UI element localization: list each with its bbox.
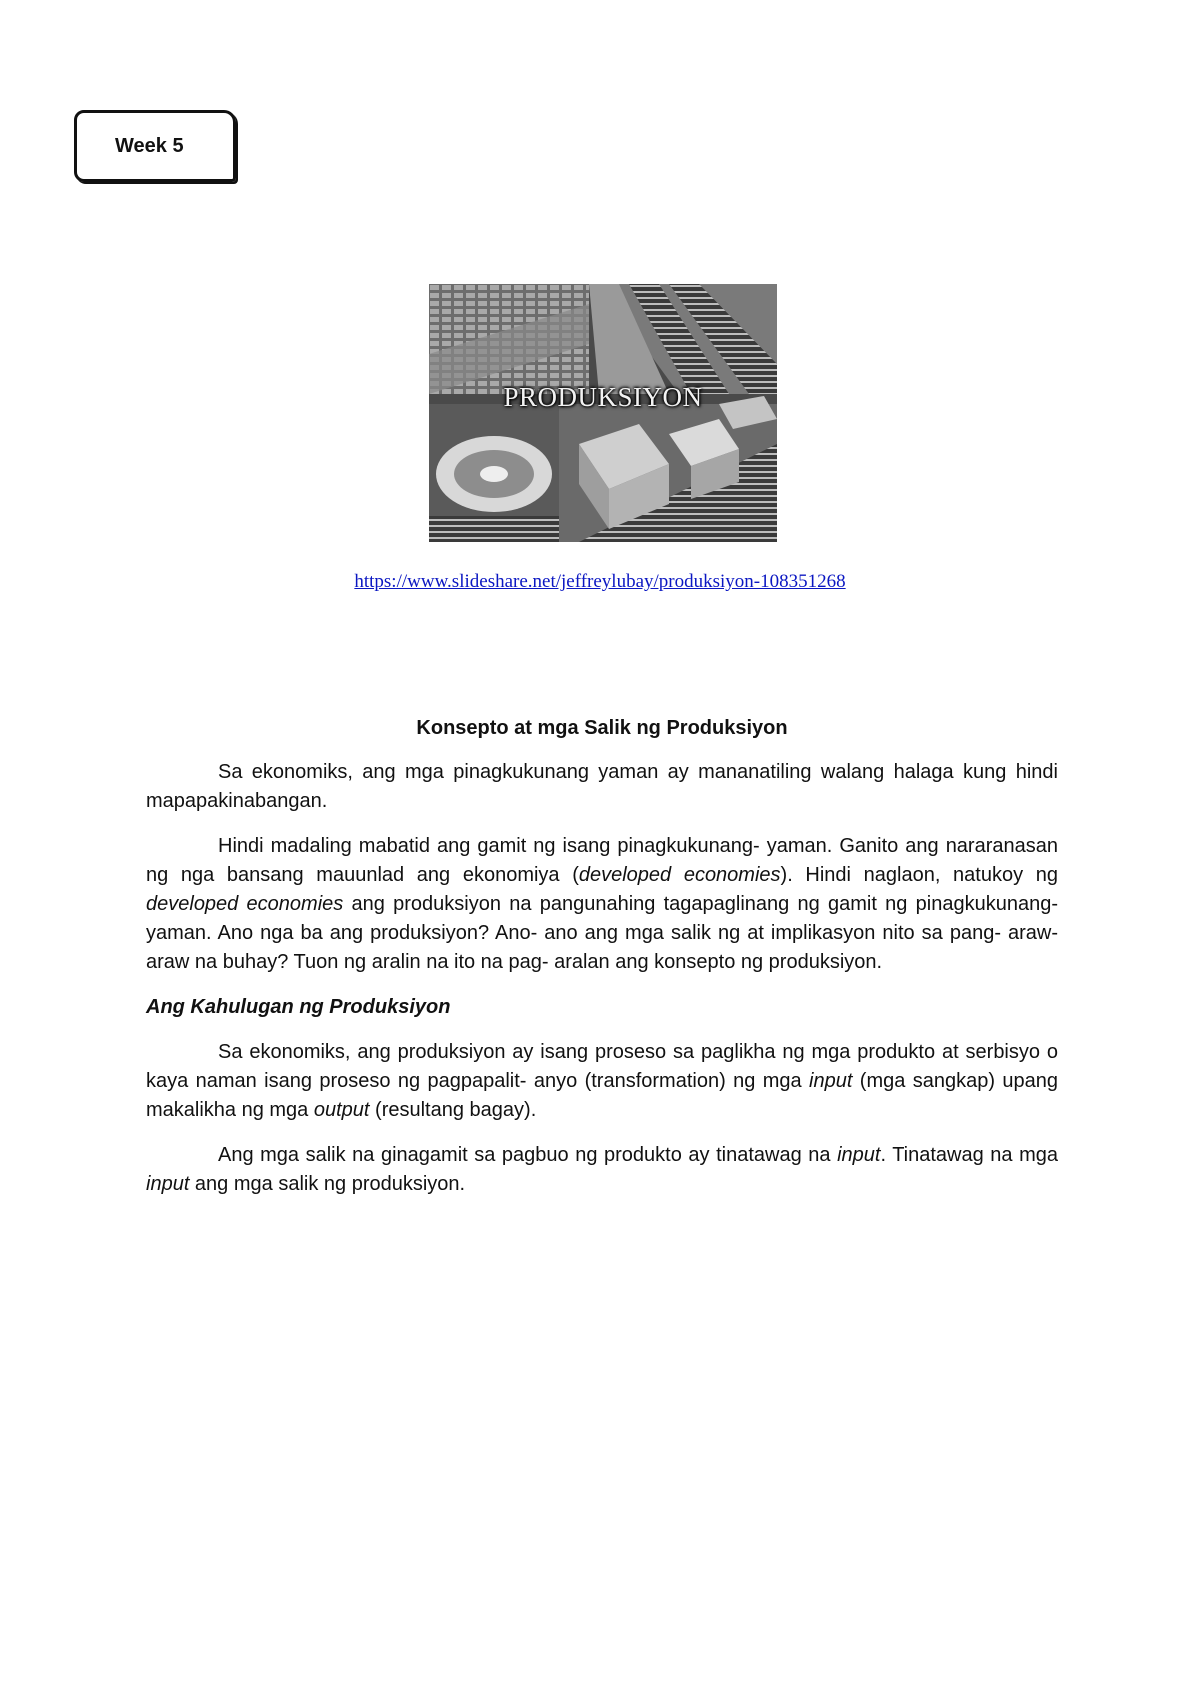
- week-label: Week 5: [115, 135, 184, 157]
- paragraph-3-text: mga sangkap: [866, 1070, 989, 1092]
- paragraph-2-emphasis: developed economies: [578, 864, 781, 886]
- paragraph-4: [146, 1141, 1058, 1199]
- paragraph-3-text: ).: [524, 1099, 537, 1121]
- document-title: Konsepto at mga Salik ng Produksiyon: [416, 717, 788, 739]
- paragraph-4-text: ang mga salik ng produksiyon.: [189, 1173, 466, 1195]
- document-body: [146, 714, 1058, 1215]
- paragraph-4-text: Ang mga salik na ginagamit sa pagbuo ng produkto ay tinatawag na: [218, 1144, 838, 1166]
- paragraph-2: [146, 832, 1058, 977]
- paragraph-1: Sa ekonomiks, ang mga pinagkukunang yaman ay mananatiling walang halaga kung hindi mapapakinabangan.: [146, 761, 1058, 812]
- paragraph-3-emphasis: input: [809, 1070, 853, 1092]
- source-link-line: [0, 571, 1200, 593]
- paragraph-3-text: ) upang makalikha ng mga: [146, 1070, 1058, 1121]
- paragraph-2-text: ). Hindi naglaon, natukoy ng: [780, 864, 1058, 886]
- paragraph-3-text: (: [369, 1099, 382, 1121]
- paragraph-3-text: (: [852, 1070, 867, 1092]
- produksiyon-image: [429, 284, 777, 542]
- paragraph-4-emphasis: input: [146, 1173, 190, 1195]
- paragraph-2-text: Hindi madaling mabatid ang gamit ng isang pinagkukunang- yaman. Ganito ang nararanasan ng nga bansang mauunlad ang ekonomiya (: [146, 835, 1058, 886]
- paragraph-3-text: resultang bagay: [381, 1099, 525, 1121]
- paragraph-3-text: Sa ekonomiks, ang produksiyon ay isang proseso sa paglikha ng mga produkto at serbisyo o kaya naman isang proseso ng pagpapalit- anyo (transformation) ng mga: [146, 1041, 1058, 1092]
- paragraph-4-text: . Tinatawag na mga: [880, 1144, 1058, 1166]
- paragraph-2-text: ang produksiyon na pangunahing tagapaglinang ng gamit ng pinagkukunang- yaman. Ano nga ba ang produksiyon? Ano- ano ang mga salik ng at implikasyon nito sa pang- araw- araw na buhay? Tuon ng aralin na ito na pag- aralan ang konsepto ng produksiyon.: [146, 893, 1059, 973]
- week-label-box: [74, 110, 236, 182]
- section-heading: Ang Kahulugan ng Produksiyon: [146, 996, 451, 1018]
- paragraph-3-emphasis: output: [313, 1099, 370, 1121]
- paragraph-3: [146, 1038, 1058, 1125]
- source-link[interactable]: https://www.slideshare.net/jeffreylubay/produksiyon-108351268: [354, 571, 846, 592]
- factory-collage-graphic: [429, 284, 777, 542]
- paragraph-4-emphasis: input: [837, 1144, 881, 1166]
- paragraph-2-emphasis: developed economies: [146, 893, 344, 915]
- image-caption-text: PRODUKSIYON: [503, 382, 703, 412]
